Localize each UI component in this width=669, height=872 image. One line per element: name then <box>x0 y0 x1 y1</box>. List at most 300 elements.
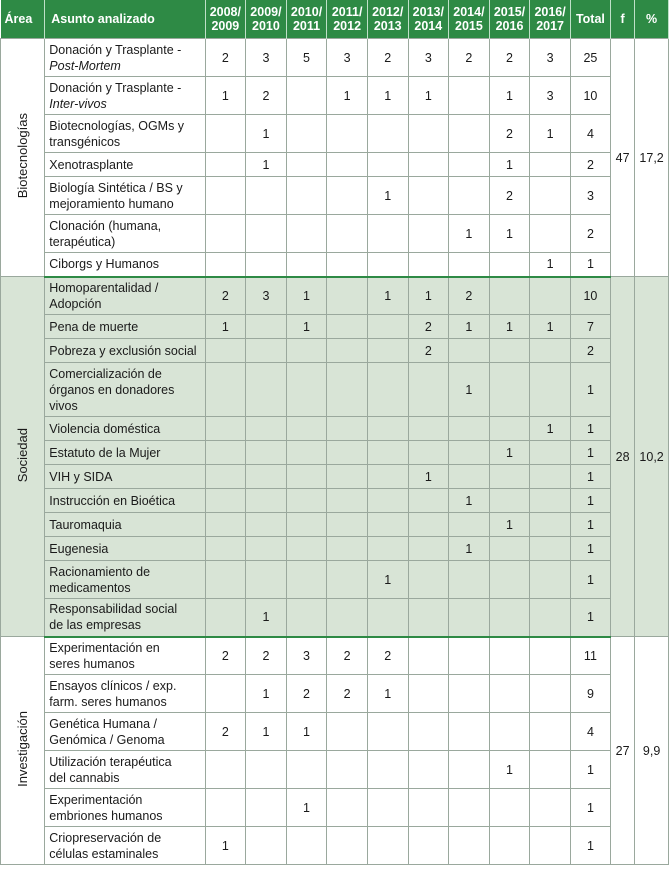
total-cell: 7 <box>570 315 610 339</box>
area-label: Investigación <box>15 711 31 787</box>
topic-cell <box>45 789 205 827</box>
group-0 <box>1 39 669 277</box>
topic-text: órganos en donadores <box>49 382 175 397</box>
count-cell: 1 <box>205 77 246 115</box>
header-year-line2: 2015 <box>455 19 483 33</box>
topic-text: medicamentos <box>49 580 131 595</box>
percent-cell: 10,2 <box>635 277 669 637</box>
area-cell <box>1 39 45 277</box>
count-cell <box>205 465 246 489</box>
count-cell: 1 <box>530 417 571 441</box>
table-row <box>1 441 669 465</box>
table-row <box>1 827 669 865</box>
count-cell <box>205 751 246 789</box>
topic-cell <box>45 153 205 177</box>
header-year-line1: 2012/ <box>372 5 404 19</box>
count-cell <box>530 363 571 417</box>
count-cell <box>286 537 327 561</box>
count-cell: 1 <box>449 489 490 513</box>
count-cell <box>205 561 246 599</box>
frequency-cell: 27 <box>610 637 634 865</box>
count-cell <box>408 675 449 713</box>
topic-cell <box>45 215 205 253</box>
count-cell <box>489 465 530 489</box>
total-cell: 4 <box>570 713 610 751</box>
header-year-line1: 2010/ <box>290 5 323 19</box>
header-year-line1: 2011/ <box>331 5 363 19</box>
topic-text: de las empresas <box>49 618 141 633</box>
count-cell: 1 <box>489 77 530 115</box>
topic-cell <box>45 599 205 637</box>
total-cell: 1 <box>570 441 610 465</box>
count-cell <box>449 751 490 789</box>
topic-text: Experimentación <box>49 792 143 807</box>
count-cell <box>286 599 327 637</box>
count-cell <box>246 489 287 513</box>
count-cell <box>489 537 530 561</box>
count-cell <box>489 363 530 417</box>
count-cell <box>367 513 408 537</box>
topic-text: Estatuto de la Mujer <box>49 445 161 460</box>
count-cell <box>530 637 571 675</box>
header-area: Área <box>1 0 45 39</box>
count-cell <box>205 513 246 537</box>
header-year-7 <box>489 0 530 39</box>
topic-text: Comercialización de <box>49 366 162 381</box>
count-cell <box>530 277 571 315</box>
header-year-0 <box>205 0 246 39</box>
count-cell: 1 <box>205 315 246 339</box>
count-cell: 1 <box>489 513 530 537</box>
topic-text: células estaminales <box>49 846 159 861</box>
count-cell <box>449 153 490 177</box>
count-cell <box>286 153 327 177</box>
header-year-line2: 2013 <box>373 19 402 33</box>
count-cell <box>286 513 327 537</box>
count-cell: 1 <box>286 789 327 827</box>
table-row <box>1 215 669 253</box>
total-cell: 1 <box>570 827 610 865</box>
count-cell <box>408 713 449 751</box>
count-cell: 1 <box>408 77 449 115</box>
count-cell <box>246 215 287 253</box>
count-cell: 1 <box>408 465 449 489</box>
count-cell <box>530 713 571 751</box>
count-cell: 2 <box>449 277 490 315</box>
topic-text: Utilización terapéutica <box>49 754 172 769</box>
topic-cell <box>45 537 205 561</box>
count-cell <box>449 513 490 537</box>
table-row <box>1 637 669 675</box>
total-cell: 1 <box>570 253 610 277</box>
topic-text: Homoparentalidad / <box>49 280 159 295</box>
count-cell <box>367 339 408 363</box>
header-year-8 <box>530 0 571 39</box>
count-cell <box>327 489 368 513</box>
count-cell <box>286 339 327 363</box>
count-cell <box>286 417 327 441</box>
table-row <box>1 253 669 277</box>
topic-text: Post-Mortem <box>49 58 121 73</box>
count-cell <box>327 339 368 363</box>
topic-text: Clonación (humana, <box>49 218 162 233</box>
topic-cell <box>45 339 205 363</box>
header-total: Total <box>570 0 610 39</box>
header-year-line2: 2011 <box>292 19 321 33</box>
count-cell: 1 <box>408 277 449 315</box>
count-cell <box>449 599 490 637</box>
count-cell <box>246 827 287 865</box>
count-cell <box>449 417 490 441</box>
count-cell <box>286 77 327 115</box>
count-cell: 1 <box>246 153 287 177</box>
count-cell <box>246 789 287 827</box>
count-cell <box>246 363 287 417</box>
count-cell <box>205 115 246 153</box>
count-cell: 3 <box>327 39 368 77</box>
topic-text: Adopción <box>49 296 102 311</box>
count-cell <box>408 489 449 513</box>
count-cell <box>530 215 571 253</box>
count-cell <box>367 153 408 177</box>
count-cell: 1 <box>489 153 530 177</box>
count-cell <box>408 363 449 417</box>
count-cell: 1 <box>246 115 287 153</box>
count-cell: 2 <box>449 39 490 77</box>
count-cell: 2 <box>327 675 368 713</box>
count-cell: 2 <box>205 637 246 675</box>
count-cell <box>246 253 287 277</box>
header-year-line2: 2014 <box>414 19 443 33</box>
count-cell <box>367 713 408 751</box>
count-cell <box>327 215 368 253</box>
area-label: Biotecnologías <box>15 113 31 199</box>
count-cell <box>530 561 571 599</box>
count-cell: 1 <box>286 315 327 339</box>
count-cell <box>367 537 408 561</box>
count-cell <box>408 253 449 277</box>
count-cell: 2 <box>408 315 449 339</box>
table-row <box>1 277 669 315</box>
count-cell <box>530 465 571 489</box>
count-cell <box>286 177 327 215</box>
table-row <box>1 513 669 537</box>
count-cell: 1 <box>530 315 571 339</box>
count-cell <box>530 537 571 561</box>
count-cell <box>327 363 368 417</box>
count-cell <box>205 537 246 561</box>
count-cell <box>530 489 571 513</box>
count-cell <box>449 253 490 277</box>
topic-cell <box>45 637 205 675</box>
count-cell <box>205 363 246 417</box>
count-cell: 1 <box>530 115 571 153</box>
total-cell: 11 <box>570 637 610 675</box>
count-cell <box>489 489 530 513</box>
count-cell: 1 <box>489 751 530 789</box>
topic-text: mejoramiento humano <box>49 196 174 211</box>
table-row <box>1 537 669 561</box>
topic-cell <box>45 751 205 789</box>
count-cell <box>530 513 571 537</box>
topic-text: seres humanos <box>49 656 135 671</box>
topic-text: embriones humanos <box>49 808 163 823</box>
count-cell <box>367 827 408 865</box>
total-cell: 10 <box>570 277 610 315</box>
count-cell <box>246 177 287 215</box>
count-cell: 1 <box>489 315 530 339</box>
count-cell <box>489 253 530 277</box>
count-cell: 1 <box>449 537 490 561</box>
count-cell <box>408 561 449 599</box>
count-cell <box>205 153 246 177</box>
topic-text: del cannabis <box>49 770 120 785</box>
count-cell <box>408 441 449 465</box>
count-cell <box>246 513 287 537</box>
table-row <box>1 465 669 489</box>
total-cell: 1 <box>570 417 610 441</box>
topic-text: Pobreza y exclusión social <box>49 343 197 358</box>
count-cell: 3 <box>530 77 571 115</box>
topic-text: Donación y Trasplante - <box>49 42 182 57</box>
topic-text: Donación y Trasplante - <box>49 80 182 95</box>
count-cell <box>367 465 408 489</box>
count-cell <box>205 417 246 441</box>
count-cell <box>205 441 246 465</box>
count-cell <box>408 417 449 441</box>
total-cell: 1 <box>570 561 610 599</box>
count-cell: 2 <box>489 115 530 153</box>
topic-cell <box>45 115 205 153</box>
header-year-4 <box>367 0 408 39</box>
topic-text: Genética Humana / <box>49 716 157 731</box>
count-cell <box>530 339 571 363</box>
count-cell <box>449 789 490 827</box>
count-cell <box>205 489 246 513</box>
count-cell <box>286 751 327 789</box>
count-cell <box>327 441 368 465</box>
header-year-line1: 2009/ <box>250 5 282 19</box>
header-f: f <box>610 0 634 39</box>
count-cell <box>286 489 327 513</box>
count-cell <box>246 561 287 599</box>
topic-cell <box>45 465 205 489</box>
frequency-cell: 47 <box>610 39 634 277</box>
total-cell: 2 <box>570 153 610 177</box>
count-cell <box>408 513 449 537</box>
topic-text: Racionamiento de <box>49 564 151 579</box>
count-cell <box>449 827 490 865</box>
table-row <box>1 751 669 789</box>
count-cell: 2 <box>205 277 246 315</box>
count-cell <box>205 177 246 215</box>
count-cell: 1 <box>205 827 246 865</box>
count-cell <box>530 177 571 215</box>
total-cell: 9 <box>570 675 610 713</box>
header-year-line1: 2015/ <box>493 5 526 19</box>
topic-text: Tauromaquia <box>49 517 122 532</box>
table-row <box>1 675 669 713</box>
count-cell <box>489 599 530 637</box>
count-cell <box>408 827 449 865</box>
header-year-line1: 2013/ <box>412 5 444 19</box>
topic-cell <box>45 253 205 277</box>
count-cell <box>408 537 449 561</box>
total-cell: 25 <box>570 39 610 77</box>
count-cell <box>449 637 490 675</box>
total-cell: 1 <box>570 789 610 827</box>
count-cell <box>327 153 368 177</box>
count-cell: 2 <box>367 39 408 77</box>
count-cell <box>327 599 368 637</box>
total-cell: 1 <box>570 363 610 417</box>
count-cell <box>327 789 368 827</box>
count-cell <box>449 339 490 363</box>
header-year-line2: 2009 <box>211 19 240 33</box>
total-cell: 1 <box>570 751 610 789</box>
total-cell: 1 <box>570 465 610 489</box>
count-cell: 2 <box>205 39 246 77</box>
count-cell <box>449 115 490 153</box>
topic-cell <box>45 675 205 713</box>
count-cell <box>367 363 408 417</box>
count-cell <box>408 599 449 637</box>
count-cell: 1 <box>449 215 490 253</box>
table-row <box>1 417 669 441</box>
topic-cell <box>45 713 205 751</box>
topic-cell <box>45 77 205 115</box>
table-row <box>1 177 669 215</box>
count-cell <box>246 751 287 789</box>
count-cell: 2 <box>246 77 287 115</box>
count-cell <box>367 441 408 465</box>
topic-cell <box>45 363 205 417</box>
count-cell: 2 <box>205 713 246 751</box>
count-cell <box>408 215 449 253</box>
count-cell <box>327 253 368 277</box>
count-cell: 1 <box>286 277 327 315</box>
percent-cell: 17,2 <box>635 39 669 277</box>
table-header <box>1 0 669 39</box>
table-row <box>1 713 669 751</box>
header-year-2 <box>286 0 327 39</box>
count-cell <box>530 827 571 865</box>
count-cell <box>489 713 530 751</box>
topic-text: terapéutica) <box>49 234 116 249</box>
header-year-line2: 2016 <box>495 19 524 33</box>
table-row <box>1 489 669 513</box>
table-row <box>1 77 669 115</box>
topic-cell <box>45 277 205 315</box>
topic-cell <box>45 417 205 441</box>
table-row <box>1 315 669 339</box>
count-cell <box>286 115 327 153</box>
count-cell <box>408 751 449 789</box>
table-row <box>1 39 669 77</box>
topic-text: Eugenesia <box>49 541 109 556</box>
count-cell <box>246 315 287 339</box>
area-cell <box>1 637 45 865</box>
header-year-line2: 2010 <box>252 19 280 33</box>
count-cell <box>327 827 368 865</box>
count-cell: 1 <box>530 253 571 277</box>
total-cell: 1 <box>570 513 610 537</box>
topic-text: farm. seres humanos <box>49 694 167 709</box>
count-cell <box>367 215 408 253</box>
topic-cell <box>45 39 205 77</box>
topic-cell <box>45 561 205 599</box>
count-cell: 1 <box>367 561 408 599</box>
percent-cell: 9,9 <box>635 637 669 865</box>
header-year-5 <box>408 0 449 39</box>
header-year-line2: 2017 <box>536 19 564 33</box>
count-cell <box>489 827 530 865</box>
count-cell <box>449 441 490 465</box>
count-cell <box>367 253 408 277</box>
count-cell <box>246 465 287 489</box>
total-cell: 1 <box>570 537 610 561</box>
count-cell: 3 <box>286 637 327 675</box>
count-cell <box>408 637 449 675</box>
topic-text: Pena de muerte <box>49 319 139 334</box>
topic-text: Biología Sintética / BS y <box>49 180 183 195</box>
topic-text: Genómica / Genoma <box>49 732 165 747</box>
count-cell <box>530 751 571 789</box>
count-cell <box>408 115 449 153</box>
count-cell <box>449 465 490 489</box>
topic-text: Ciborgs y Humanos <box>49 257 160 272</box>
count-cell <box>327 713 368 751</box>
count-cell <box>327 751 368 789</box>
topic-text: Instrucción en Bioética <box>49 493 176 508</box>
count-cell: 3 <box>246 277 287 315</box>
topic-text: Inter-vivos <box>49 96 107 111</box>
count-cell <box>327 115 368 153</box>
count-cell <box>205 339 246 363</box>
count-cell <box>327 513 368 537</box>
count-cell: 3 <box>246 39 287 77</box>
header-topic: Asunto analizado <box>45 0 205 39</box>
count-cell: 1 <box>367 675 408 713</box>
count-cell <box>286 363 327 417</box>
topic-text: VIH y SIDA <box>49 469 113 484</box>
total-cell: 1 <box>570 489 610 513</box>
count-cell <box>205 215 246 253</box>
count-cell <box>530 441 571 465</box>
count-cell <box>449 177 490 215</box>
count-cell: 1 <box>367 277 408 315</box>
header-year-1 <box>246 0 287 39</box>
count-cell <box>489 277 530 315</box>
count-cell: 2 <box>489 39 530 77</box>
topic-cell <box>45 315 205 339</box>
count-cell: 2 <box>246 637 287 675</box>
count-cell <box>286 215 327 253</box>
count-cell: 3 <box>408 39 449 77</box>
count-cell <box>408 177 449 215</box>
count-cell <box>449 713 490 751</box>
topic-cell <box>45 177 205 215</box>
topic-text: Criopreservación de <box>49 830 162 845</box>
count-cell <box>449 561 490 599</box>
count-cell <box>286 561 327 599</box>
area-label: Sociedad <box>15 427 31 483</box>
topic-cell <box>45 489 205 513</box>
count-cell <box>286 827 327 865</box>
count-cell <box>327 177 368 215</box>
count-cell <box>449 77 490 115</box>
topic-text: vivos <box>49 398 78 413</box>
